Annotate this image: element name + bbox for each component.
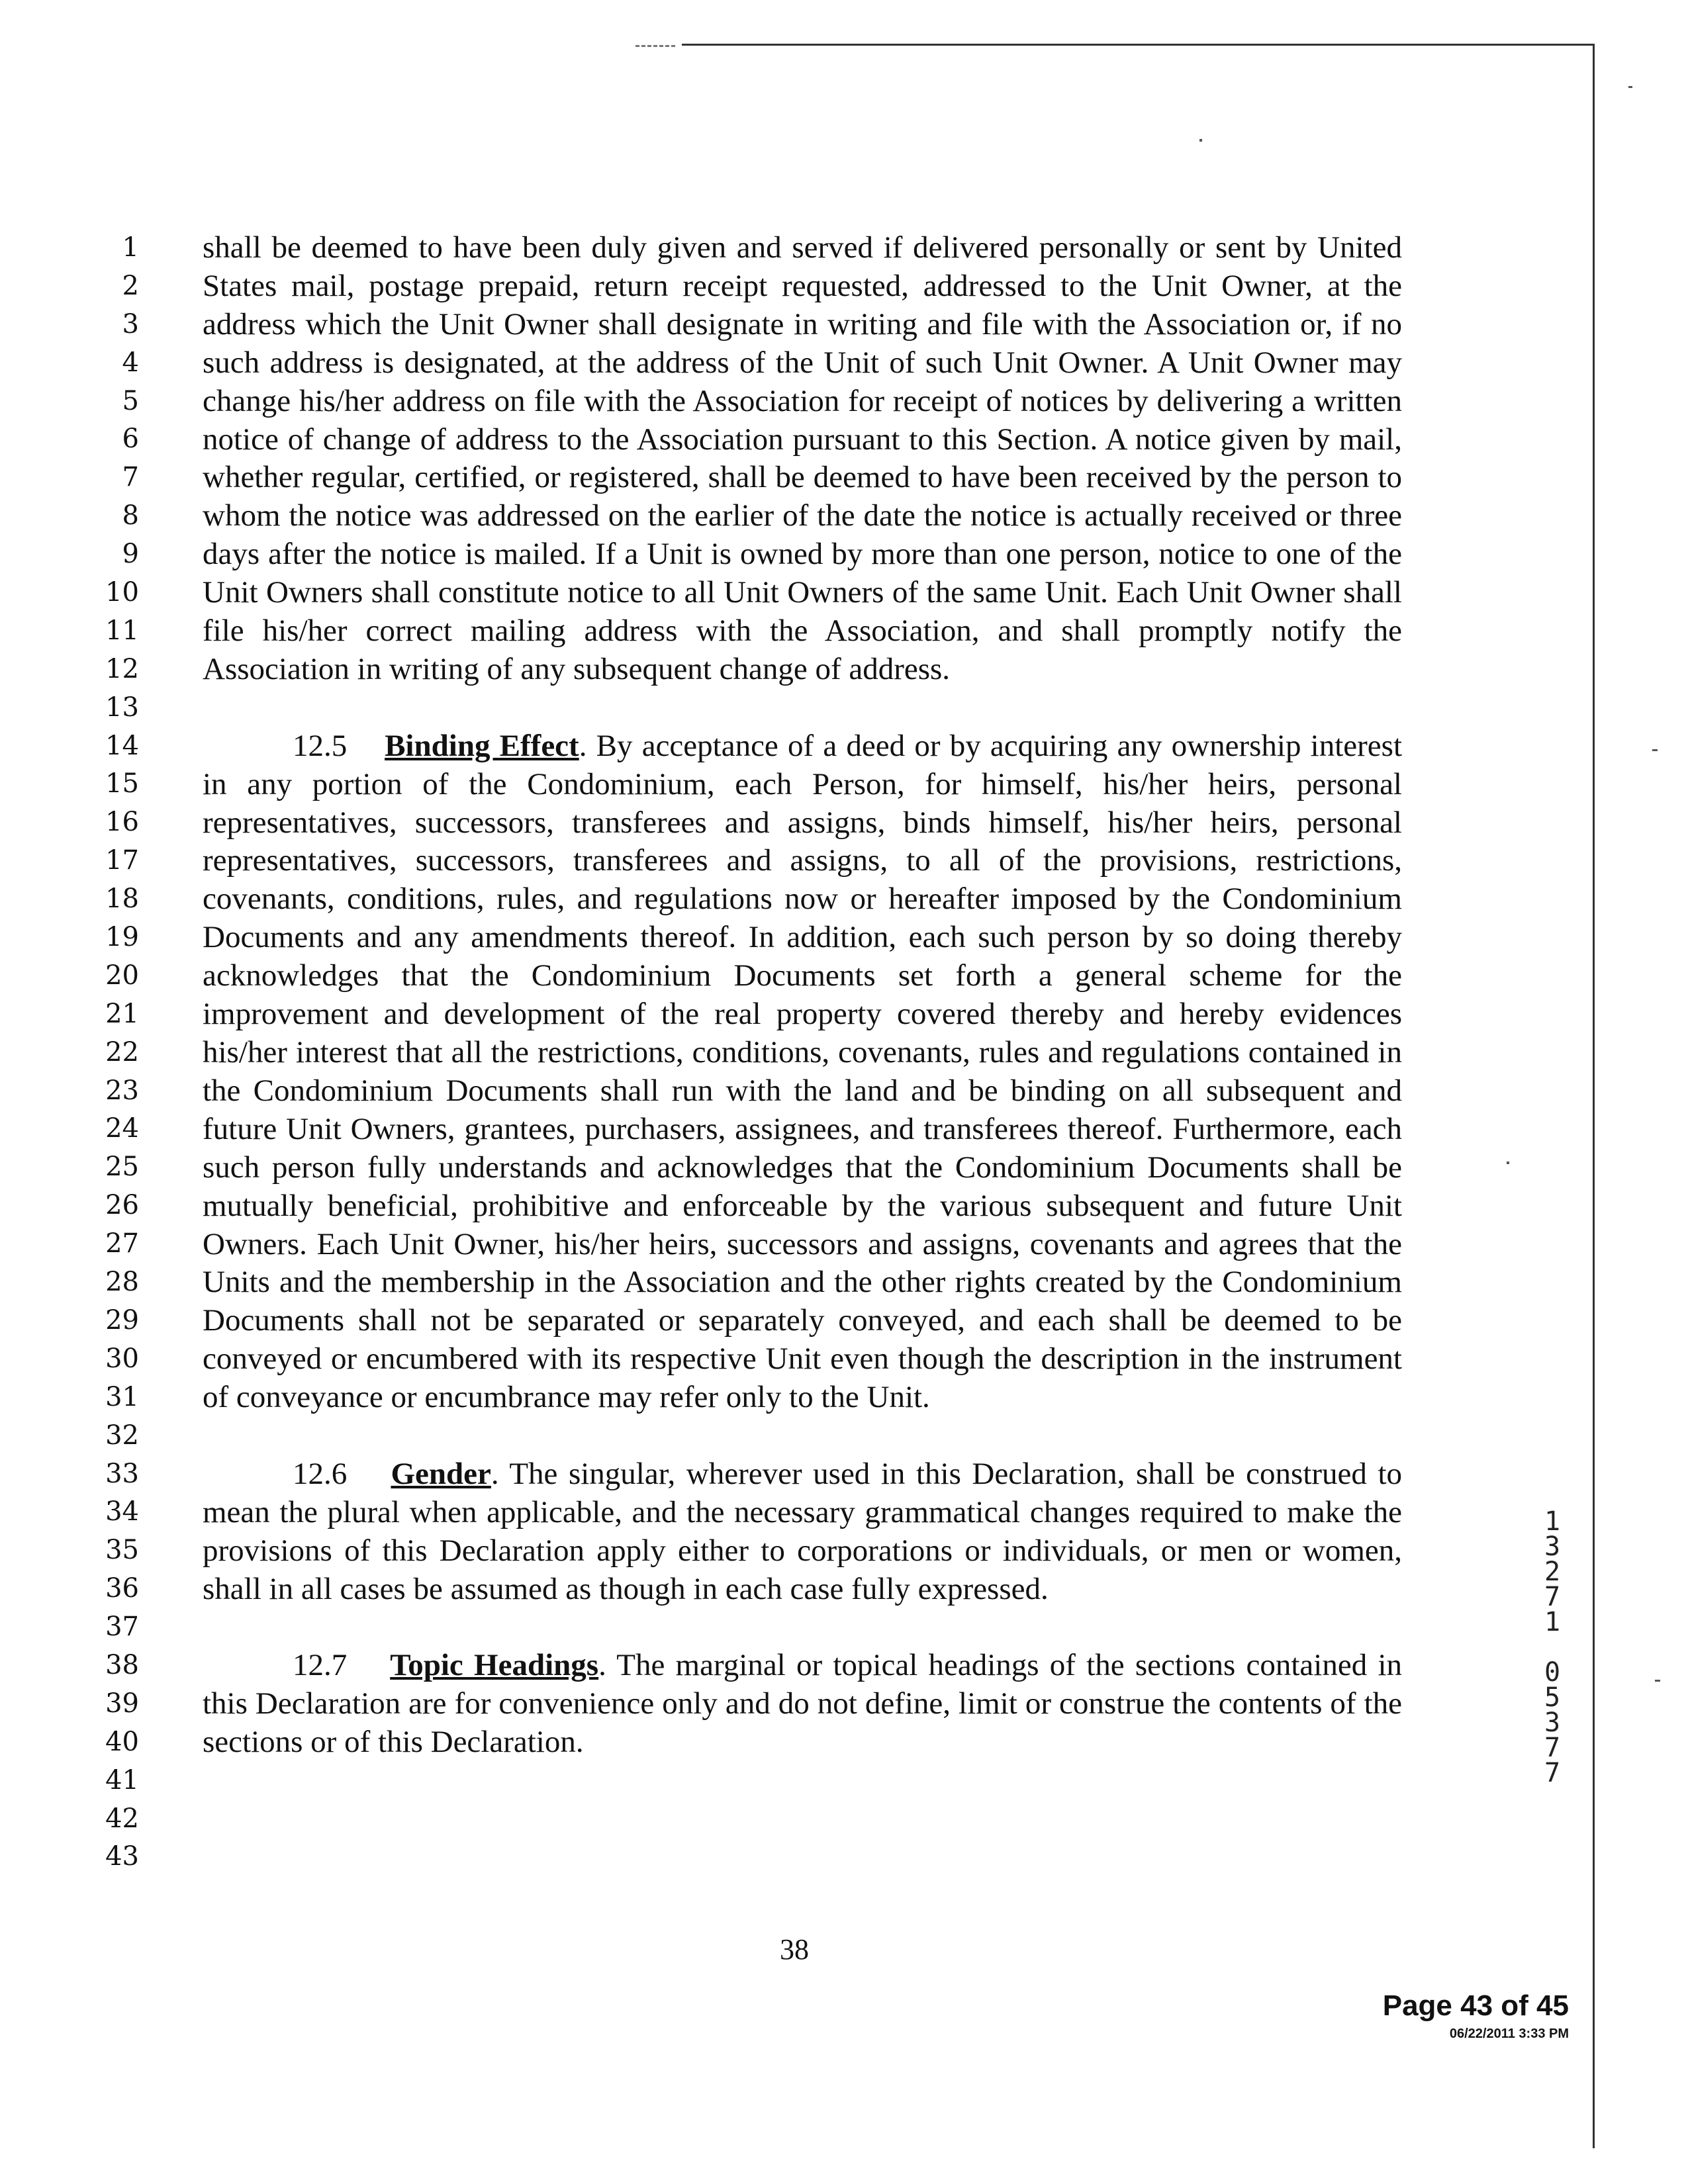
code-digit: 7 xyxy=(1544,1582,1561,1612)
top-dash-mark xyxy=(635,45,675,48)
recording-datetime-stamp: 06/22/2011 3:33 PM xyxy=(1449,2026,1569,2041)
line-number: 11 xyxy=(105,615,139,646)
line-number: 42 xyxy=(105,1803,139,1834)
line-number: 9 xyxy=(122,539,139,570)
line-number: 32 xyxy=(105,1420,139,1451)
line-number: 30 xyxy=(105,1343,139,1374)
line-number: 5 xyxy=(122,385,139,416)
section-number: 12.7 xyxy=(293,1648,348,1683)
line-number: 31 xyxy=(105,1381,139,1412)
code-gap xyxy=(1537,1635,1568,1660)
line-number: 7 xyxy=(122,462,139,493)
section-text: . The singular, wherever used in this Declaration, shall be construed to mean the plural when applicable, and the necessary grammatical changes required to make the provisions of this Declaration apply either to corporations or individuals, or men or women, shall in all cases be assumed as though in each case fully expressed. xyxy=(203,1456,1402,1606)
section-number: 12.6 xyxy=(293,1456,348,1491)
page-number: 38 xyxy=(780,1933,809,1966)
code-digit: 3 xyxy=(1544,1707,1561,1738)
line-number: 1 xyxy=(122,232,139,263)
line-number: 29 xyxy=(105,1304,139,1336)
section-heading: Binding Effect xyxy=(385,728,579,763)
line-number: 40 xyxy=(105,1726,139,1757)
line-number: 36 xyxy=(105,1573,139,1604)
section-text: . The marginal or topical headings of the sections contained in this Declaration are for convenience only and do not define, limit or construe the contents of the sections or of this Declaration. xyxy=(203,1648,1403,1760)
line-number: 12 xyxy=(105,653,139,684)
scan-speck xyxy=(1652,749,1658,751)
code-digit: 7 xyxy=(1544,1733,1561,1763)
line-number: 27 xyxy=(105,1228,139,1259)
blank-line xyxy=(203,1417,1402,1455)
line-number: 14 xyxy=(105,730,139,761)
line-number: 4 xyxy=(122,347,139,378)
line-number: 23 xyxy=(105,1075,139,1106)
line-number: 6 xyxy=(122,424,139,455)
recording-page-stamp: Page 43 of 45 xyxy=(1382,1989,1569,2022)
line-number: 13 xyxy=(105,692,139,723)
code-digit: 1 xyxy=(1544,1607,1561,1637)
blank-line xyxy=(203,1609,1402,1647)
line-number: 21 xyxy=(105,998,139,1029)
line-number-column xyxy=(86,229,139,1876)
section-12-7 xyxy=(203,1647,1402,1762)
right-border-line xyxy=(1593,44,1595,2148)
code-digit: 5 xyxy=(1544,1682,1561,1713)
line-number: 2 xyxy=(122,270,139,301)
line-number: 17 xyxy=(105,845,139,876)
line-number: 16 xyxy=(105,807,139,838)
line-number: 8 xyxy=(122,500,139,531)
line-number: 41 xyxy=(105,1764,139,1796)
top-border-line xyxy=(682,44,1594,46)
scan-speck xyxy=(1507,1161,1509,1164)
scan-speck xyxy=(1655,1680,1660,1682)
document-body xyxy=(203,229,1402,1762)
line-number: 15 xyxy=(105,768,139,799)
line-number: 24 xyxy=(105,1113,139,1144)
line-number: 43 xyxy=(105,1841,139,1872)
section-12-5 xyxy=(203,727,1402,1417)
line-number: 26 xyxy=(105,1190,139,1221)
line-number: 22 xyxy=(105,1036,139,1068)
line-number: 39 xyxy=(105,1688,139,1719)
code-digit: 3 xyxy=(1544,1531,1561,1562)
line-number: 37 xyxy=(105,1612,139,1643)
code-digit: 0 xyxy=(1544,1657,1561,1688)
scan-speck xyxy=(1628,86,1632,88)
line-number: 20 xyxy=(105,960,139,991)
code-digit: 2 xyxy=(1544,1557,1561,1587)
line-number: 38 xyxy=(105,1649,139,1680)
line-number: 28 xyxy=(105,1267,139,1298)
section-12-6 xyxy=(203,1455,1402,1609)
section-heading: Gender xyxy=(391,1456,491,1491)
line-number: 10 xyxy=(105,577,139,608)
code-digit: 7 xyxy=(1544,1758,1561,1788)
section-heading: Topic Headings xyxy=(390,1648,599,1683)
notice-paragraph: shall be deemed to have been duly given and served if delivered personally or sent by United States mail, postage prepaid, return receipt requested, addressed to the Unit Owner, at the address which the Unit Owner shall designate in writing and file with the Association or, if no such address is designated, at the address of the Unit of such Unit Owner. A Unit Owner may change his/her address on file with the Association for receipt of notices by delivering a written notice of change of address to the Association pursuant to this Section. A notice given by mail, whether regular, certified, or registered, shall be deemed to have been received by the person to whom the notice was addressed on the earlier of the date the notice is actually received or three days after the notice is mailed. If a Unit is owned by more than one person, notice to one of the Unit Owners shall constitute notice to all Unit Owners of the same Unit. Each Unit Owner shall file his/her correct mailing address with the Association, and shall promptly notify the Association in writing of any subsequent change of address. xyxy=(203,230,1402,686)
line-number: 33 xyxy=(105,1458,139,1489)
line-number: 18 xyxy=(105,884,139,915)
line-number: 35 xyxy=(105,1535,139,1566)
scan-speck xyxy=(1199,139,1202,142)
line-number: 19 xyxy=(105,922,139,953)
section-number: 12.5 xyxy=(293,728,348,763)
blank-line xyxy=(203,689,1402,727)
line-number: 3 xyxy=(122,308,139,340)
vertical-recording-number xyxy=(1537,1506,1568,1788)
code-digit: 1 xyxy=(1544,1506,1561,1537)
line-number: 25 xyxy=(105,1152,139,1183)
section-text: . By acceptance of a deed or by acquiring any ownership interest in any portion of the Condominium, each Person, for himself, his/her heirs, personal representatives, successors, transferees and assigns, binds himself, his/her heirs, personal representatives, successors, transferees and assigns, to all of the provisions, restrictions, covenants, conditions, rules, and regulations now or hereafter imposed by the Condominium Documents and any amendments thereof. In addition, each such person by so doing thereby acknowledges that the Condominium Documents set forth a general scheme for the improvement and development of the real property covered thereby and hereby evidences his/her interest that all the restrictions, conditions, covenants, rules and regulations contained in the Condominium Documents shall run with the land and be binding on all subsequent and future Unit Owners, grantees, purchasers, assignees, and transferees thereof. Furthermore, each such person fully understands and acknowledges that the Condominium Documents shall be mutually beneficial, prohibitive and enforceable by the various subsequent and future Unit Owners. Each Unit Owner, his/her heirs, successors and assigns, covenants and agrees that the Units and the membership in the Association and the other rights created by the Condominium Documents shall not be separated or separately conveyed, and each shall be deemed to be conveyed or encumbered with its respective Unit even though the description in the instrument of conveyance or encumbrance may refer only to the Unit. xyxy=(203,728,1403,1415)
line-number: 34 xyxy=(105,1496,139,1527)
